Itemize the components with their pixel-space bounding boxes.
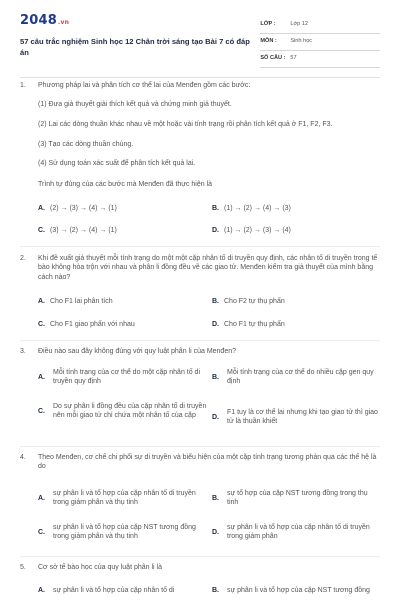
- option-3b[interactable]: [212, 368, 380, 387]
- question-step: (4) Sử dụng toán xác suất để phân tích kết quả lai.: [38, 160, 196, 167]
- question-text: Điều nào sau đây không đúng với quy luật phân li của Menđen?: [38, 348, 237, 355]
- question-1: [20, 81, 380, 90]
- option-2c[interactable]: [38, 320, 198, 329]
- option-key: D.: [212, 413, 219, 421]
- option-key: A.: [38, 298, 45, 305]
- option-text: Cho F1 tự thụ phấn: [224, 321, 285, 328]
- logo-main: 2048: [20, 13, 57, 28]
- option-key: A.: [38, 205, 45, 212]
- document-title: 57 câu trắc nghiệm Sinh học 12 Chân trời sáng tạo Bài 7 có đáp án: [20, 37, 250, 57]
- header-left: [20, 14, 260, 68]
- option-text: (3) → (2) → (4) → (1): [50, 227, 117, 234]
- question-step: (3) Tạo các dòng thuần chủng.: [38, 141, 134, 148]
- meta-label: SỐ CÂU :: [260, 55, 286, 62]
- option-key: B.: [212, 205, 219, 212]
- option-key: C.: [38, 321, 45, 328]
- option-1c[interactable]: [38, 226, 198, 235]
- option-text: sự phân li và tổ hợp của cặp NST tương đồng trong giảm phân và thụ tinh: [53, 524, 196, 541]
- meta-table: [260, 17, 380, 68]
- option-text: F1 tuy là cơ thể lai nhưng khi tạo giao tử thì giao tử là thuần khiết: [227, 409, 378, 426]
- question-text: Khi đề xuất giả thuyết mỗi tính trạng do một một cặp nhân tố di truyền quy định, các nhân tố di truyền trong tế bào không hòa trộn với nhau và phân li đồng đều về các giao tử. Menđen kiểm tra giả thuyết của mình bằng cách nào?: [38, 255, 378, 281]
- question-number: 3.: [20, 348, 26, 355]
- meta-label: MÔN :: [260, 38, 277, 45]
- question-text: Cơ sở tế bào học của quy luật phân li là: [38, 564, 162, 571]
- question-1-step-4: [20, 159, 380, 168]
- meta-row-subject: [260, 34, 380, 51]
- header: [20, 0, 380, 68]
- option-1d[interactable]: [212, 226, 380, 235]
- question-3: [20, 347, 380, 356]
- site-logo[interactable]: [20, 14, 260, 29]
- option-key: D.: [212, 321, 219, 328]
- option-text: Cho F2 tự thụ phấn: [224, 298, 285, 305]
- option-1a[interactable]: [38, 204, 198, 213]
- option-key: C.: [38, 407, 45, 415]
- option-1b[interactable]: [212, 204, 380, 213]
- option-text: (1) → (2) → (3) → (4): [224, 227, 291, 234]
- option-text: (2) → (3) → (4) → (1): [50, 205, 117, 212]
- option-key: B.: [212, 494, 219, 502]
- option-text: sự tổ hợp của cặp NST tương đồng trong thụ tinh: [227, 490, 368, 507]
- option-key: D.: [212, 528, 219, 536]
- option-4b[interactable]: [212, 489, 380, 508]
- option-key: A.: [38, 373, 45, 381]
- option-5a[interactable]: [38, 586, 210, 595]
- option-key: A.: [38, 494, 45, 502]
- option-key: B.: [212, 373, 219, 381]
- option-3c[interactable]: [38, 402, 210, 421]
- option-4c[interactable]: [38, 523, 210, 542]
- option-text: Mỗi tính trạng của cơ thể do một cặp nhân tố di truyền quy định: [53, 369, 201, 386]
- option-key: B.: [212, 587, 219, 594]
- meta-row-count: [260, 51, 380, 68]
- option-text: (1) → (2) → (4) → (3): [224, 205, 291, 212]
- option-2a[interactable]: [38, 297, 198, 306]
- option-4a[interactable]: [38, 489, 210, 508]
- logo-sub: .vn: [57, 19, 70, 26]
- meta-value: Lớp 12: [290, 21, 308, 28]
- question-number: 1.: [20, 82, 26, 89]
- question-step: (1) Đưa giả thuyết giải thích kết quả và chứng minh giả thuyết.: [38, 101, 232, 108]
- option-key: D.: [212, 227, 219, 234]
- question-text: Theo Menđen, cơ chế chi phối sự di truyền và biểu hiện của một cặp tính trạng tương phản qua các thế hệ là do: [38, 454, 377, 471]
- header-divider: [20, 77, 380, 78]
- meta-value: Sinh học: [290, 38, 313, 45]
- option-key: A.: [38, 587, 45, 594]
- option-text: sự phân li và tổ hợp của cặp nhân tố di: [53, 587, 175, 594]
- question-divider: [20, 340, 380, 341]
- option-text: sự phân li và tổ hợp của cặp nhân tố di truyền trong giảm phân: [227, 524, 370, 541]
- question-1-step-2: [20, 120, 380, 129]
- question-prompt: Trình tự đúng của các bước mà Menđen đã thực hiện là: [38, 181, 213, 188]
- option-text: Cho F1 giao phấn với nhau: [50, 321, 135, 328]
- question-divider: [20, 246, 380, 247]
- question-1-prompt: [20, 180, 380, 189]
- meta-label: LỚP :: [260, 21, 276, 28]
- option-text: sự phân li và tổ hợp của cặp nhân tố di truyền trong giảm phân và thụ tinh: [53, 490, 196, 507]
- question-1-step-3: [20, 140, 380, 149]
- option-5b[interactable]: [212, 586, 380, 595]
- question-1-step-1: [20, 100, 380, 109]
- option-key: C.: [38, 227, 45, 234]
- option-4d[interactable]: [212, 523, 380, 542]
- option-text: sự phân li và tổ hợp của cặp NST tương đồng: [227, 587, 370, 594]
- question-2: [20, 254, 380, 282]
- option-text: Cho F1 lai phân tích: [50, 298, 113, 305]
- question-text: Phương pháp lai và phân tích cơ thể lai của Menđen gồm các bước:: [38, 82, 251, 89]
- question-number: 4.: [20, 454, 26, 461]
- question-divider: [20, 446, 380, 447]
- question-number: 2.: [20, 255, 26, 262]
- question-divider: [20, 556, 380, 557]
- question-number: 5.: [20, 564, 26, 571]
- option-text: Do sự phân li đồng đều của cặp nhân tố di truyền nên mỗi giao tử chỉ chứa một nhân tố của cặp: [53, 403, 207, 420]
- option-3d[interactable]: [212, 408, 380, 427]
- option-key: B.: [212, 298, 219, 305]
- option-2d[interactable]: [212, 320, 380, 329]
- question-4: [20, 453, 380, 472]
- question-5: [20, 563, 380, 572]
- option-2b[interactable]: [212, 297, 380, 306]
- meta-row-class: [260, 17, 380, 34]
- question-step: (2) Lai các dòng thuần khác nhau về một hoặc vài tính trạng rồi phân tích kết quả ở F1, F2, F3.: [38, 121, 333, 128]
- option-text: Mỗi tính trạng của cơ thể do nhiều cặp gen quy định: [227, 369, 374, 386]
- option-key: C.: [38, 528, 45, 536]
- option-3a[interactable]: [38, 368, 210, 387]
- meta-value: 57: [290, 55, 297, 62]
